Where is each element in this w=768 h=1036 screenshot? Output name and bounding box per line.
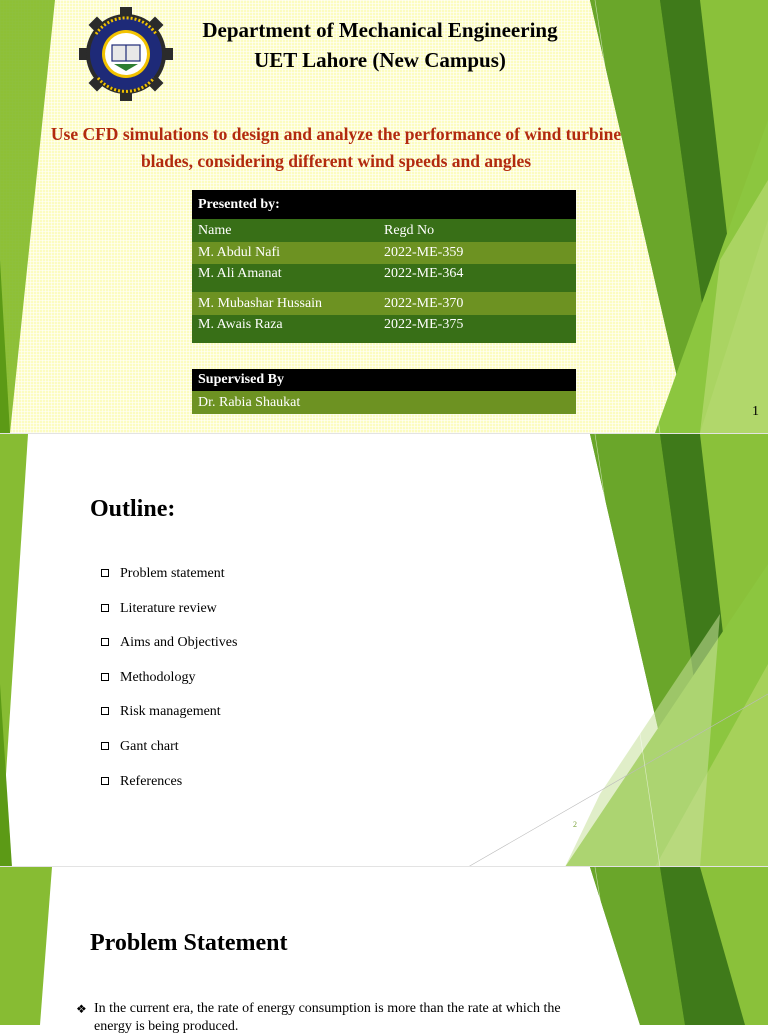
presenters-table [192,190,576,343]
member-name: M. Mubashar Hussain [198,295,323,311]
supervised-by-header: Supervised By [192,369,576,391]
checkbox-bullet-icon [101,707,109,715]
member-regd: 2022-ME-359 [384,245,464,260]
checkbox-bullet-icon [101,673,109,681]
list-item [100,704,237,739]
list-item [100,566,237,601]
member-regd: 2022-ME-364 [384,266,464,281]
checkbox-bullet-icon [101,604,109,612]
outline-list [100,566,237,808]
university-seal-icon [76,6,176,102]
list-item-label: Gant chart [120,738,179,754]
list-item-label: References [120,773,183,789]
slide-title: Problem Statement [90,930,288,956]
list-item-label: Methodology [120,669,196,685]
table-row [192,242,576,264]
member-name: M. Ali Amanat [198,266,282,281]
supervisor-name: Dr. Rabia Shaukat [198,394,301,410]
supervisor-row [192,391,576,414]
checkbox-bullet-icon [101,569,109,577]
page-number: 1 [752,404,759,419]
diamond-bullet-icon: ❖ [76,1002,87,1016]
list-item [100,739,237,774]
supervisor-table [192,369,576,414]
presented-by-header: Presented by: [192,190,576,219]
problem-statement-slide [0,866,768,1034]
list-item-label: Problem statement [120,566,225,581]
list-item-label: Risk management [120,704,221,720]
regd-column-header: Regd No [384,222,435,238]
member-regd: 2022-ME-375 [384,317,464,332]
outline-slide [0,433,768,867]
table-row [192,264,576,292]
name-column-header: Name [198,222,232,238]
member-regd: 2022-ME-370 [384,295,464,311]
checkbox-bullet-icon [101,638,109,646]
member-name: M. Abdul Nafi [198,245,281,260]
list-item [100,670,237,705]
bullet-text: In the current era, the rate of energy consumption is more than the rate at which the energy is being produced. [94,1001,561,1034]
bullet-item [76,1000,596,1036]
checkbox-bullet-icon [101,777,109,785]
table-row [192,292,576,315]
table-header-row [192,219,576,242]
member-name: M. Awais Raza [198,317,283,332]
project-title: Use CFD simulations to design and analyze the performance of wind turbine blades, considering different wind speeds and angles [50,124,622,171]
campus-name: UET Lahore (New Campus) [254,48,506,72]
table-row [192,315,576,343]
list-item [100,635,237,670]
list-item-label: Literature review [120,600,217,616]
slide-title: Outline: [90,496,176,522]
page-number: 2 [573,820,577,829]
list-item [100,774,237,809]
list-item [100,601,237,636]
list-item-label: Aims and Objectives [120,635,238,651]
department-name: Department of Mechanical Engineering [202,18,558,42]
title-slide [0,0,768,433]
checkbox-bullet-icon [101,742,109,750]
